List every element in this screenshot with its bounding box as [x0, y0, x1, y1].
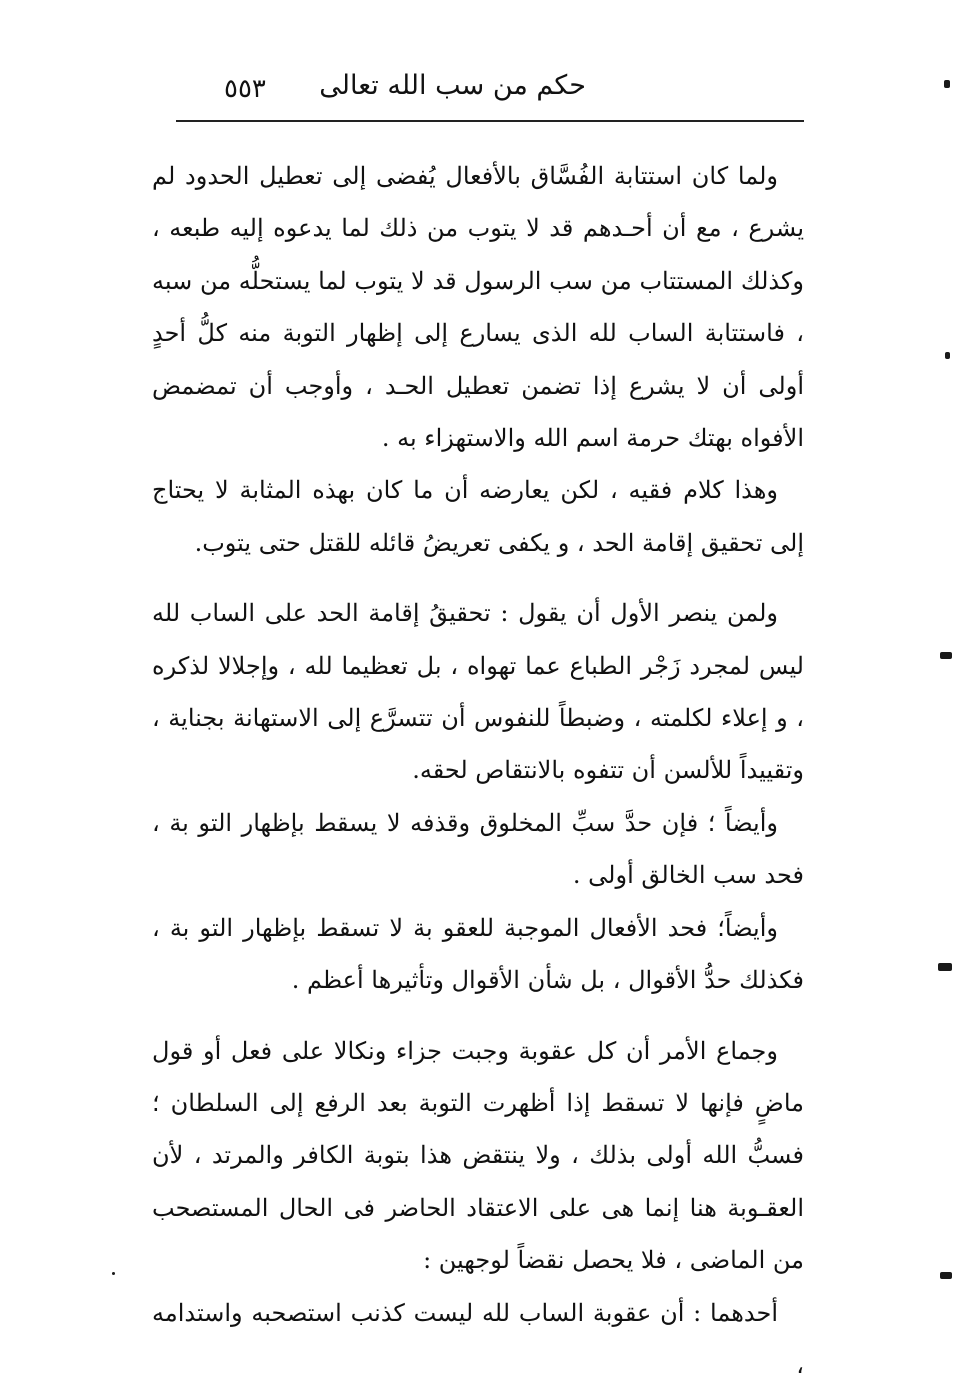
paragraph-makhluq: وأيضاً ؛ فإن حدَّ سبِّ المخلوق وقذفه لا يسقط بإظهار التو بة ، فحد سب الخالق أولى . — [152, 808, 804, 890]
page-number: ٥٥٣ — [224, 74, 266, 104]
paragraph-jimaa: وجماع الأمر أن كل عقوبة وجبت جزاء ونكالا على فعل أو قول ماضٍ فإنها لا تسقط إذا أظهرت التوبة بعد الرفع إلى السلطان ؛ فسبُّ الله أولى بذلك ، ولا ينتقض هذا بتوبة الكافر والمرتد ، لأن العقـوبة هنا إنما هى على الاعتقاد الحاضر فى الحال المستصحب من الماضى ، فلا يحصل نقضاً لوجهين : — [152, 1036, 804, 1275]
edge-mark — [112, 1272, 115, 1275]
body-text — [152, 150, 804, 1391]
header-rule — [176, 120, 804, 122]
edge-mark — [940, 652, 952, 659]
edge-mark — [938, 963, 952, 971]
edge-mark — [944, 80, 950, 88]
running-title: حكم من سب الله تعالى — [319, 70, 586, 101]
edge-mark — [940, 1272, 952, 1279]
paragraph-afal: وأيضاً؛ فحد الأفعال الموجبة للعقو بة لا تسقط بإظهار التو بة ، فكذلك حدُّ الأقوال ، بل شأن الأقوال وتأثيرها أعظم . — [152, 913, 804, 995]
paragraph-ahaduhuma: أحدهما : أن عقوبة الساب لله ليست كذنب استصحبه واستدامه ، — [152, 1298, 804, 1379]
edge-mark — [945, 352, 950, 359]
paragraph-faqih: وهذا كلام فقيه ، لكن يعارضه أن ما كان بهذه المثابة لا يحتاج إلى تحقيق إقامة الحد ، و يكفى تعريضُ قائله للقتل حتى يتوب. — [152, 476, 804, 557]
paragraph-first-view: ولمن ينصر الأول أن يقول : تحقيقُ إقامة الحد على الساب لله ليس لمجرد زَجْر الطباع عما تهواه ، بل تعظيما لله ، وإجلالا لذكره ، و إعلاء لكلمته ، وضبطاً للنفوس أن تتسرَّع إلى الاستهانة بجناية ، وتقييداً للألسن أن تتفوه بالانتقاص لحقه. — [152, 599, 804, 785]
page-header — [176, 62, 804, 122]
paragraph-istitaba: ولما كان استتابة الفُسَّاق بالأفعال يُفضى إلى تعطيل الحدود لم يشرع ، مع أن أحـدهم قد لا يتوب من ذلك لما يدعوه إليه طبعه ، وكذلك المستتاب من سب الرسول قد لا يتوب لما يستحلُّه من سبه ، فاستتابة الساب لله الذى يسارع إلى إظهار التوبة منه كلُّ أحدٍ أولى أن لا يشرع إذا تضمن تعطيل الحـد ، وأوجب أن تمضمض الأفواه بهتك حرمة اسم الله والاستهزاء به . — [152, 162, 804, 453]
